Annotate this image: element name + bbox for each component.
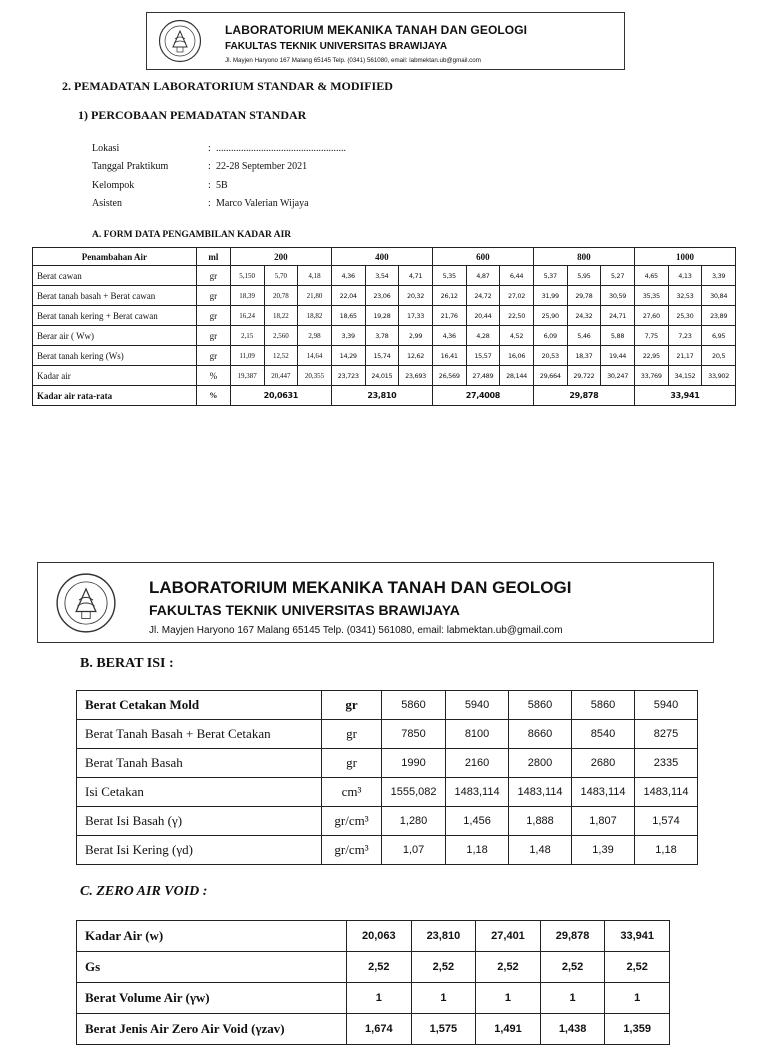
lab-title: LABORATORIUM MEKANIKA TANAH DAN GEOLOGI: [225, 23, 528, 37]
row-unit: gr: [322, 691, 382, 720]
table-cell: 5,27: [601, 266, 635, 286]
table-cell: 18,37: [567, 346, 601, 366]
table-cell: 12,52: [264, 346, 298, 366]
table-cell: 5,88: [601, 326, 635, 346]
row-label: Kadar air rata-rata: [33, 386, 197, 406]
table-cell: 7,23: [668, 326, 702, 346]
table-cell: 8540: [572, 720, 635, 749]
row-unit: gr: [322, 749, 382, 778]
table-cell: 32,53: [668, 286, 702, 306]
row-label: Berat Tanah Basah: [77, 749, 322, 778]
table-cell: 24,015: [365, 366, 399, 386]
table-cell: 23,810: [411, 921, 476, 952]
table-cell: 1,888: [509, 807, 572, 836]
info-row-kelompok: [92, 176, 346, 195]
table-cell: 33,941: [634, 386, 735, 406]
average-row: [33, 386, 736, 406]
table-header-row: [33, 248, 736, 266]
table-cell: 22,50: [500, 306, 534, 326]
table-cell: 1990: [382, 749, 446, 778]
table-cell: 33,769: [634, 366, 668, 386]
table-cell: 5,37: [533, 266, 567, 286]
table-cell: 2,52: [411, 952, 476, 983]
subsection-title: 1) PERCOBAAN PEMADATAN STANDAR: [78, 108, 307, 122]
letterhead-large: [37, 562, 714, 643]
table-cell: 5,46: [567, 326, 601, 346]
table-cell: 2,52: [605, 952, 670, 983]
table-cell: 5860: [572, 691, 635, 720]
table-cell: 20,447: [264, 366, 298, 386]
table-cell: 1: [347, 983, 412, 1014]
table-cell: 4,13: [668, 266, 702, 286]
table-row: [33, 326, 736, 346]
table-row: [33, 266, 736, 286]
table-cell: 4,71: [399, 266, 433, 286]
table-row: [33, 366, 736, 386]
table-cell: 3,78: [365, 326, 399, 346]
table-cell: 27,401: [476, 921, 541, 952]
moisture-content-table: [32, 247, 736, 406]
table-cell: 7850: [382, 720, 446, 749]
table-cell: 18,82: [298, 306, 332, 326]
table-cell: 29,78: [567, 286, 601, 306]
column-header: 600: [432, 248, 533, 266]
row-label: Berat Isi Basah (γ): [77, 807, 322, 836]
table-cell: 1,18: [634, 836, 697, 865]
table-cell: 12,62: [399, 346, 433, 366]
table-cell: 8275: [634, 720, 697, 749]
table-row: [77, 952, 670, 983]
table-cell: 16,24: [230, 306, 264, 326]
row-unit: gr: [196, 266, 230, 286]
table-cell: 1,18: [446, 836, 509, 865]
section-b-title: B. BERAT ISI :: [80, 656, 174, 671]
table-cell: 29,722: [567, 366, 601, 386]
row-label: Berat Jenis Air Zero Air Void (γzav): [77, 1014, 347, 1045]
table-cell: 1,491: [476, 1014, 541, 1045]
table-cell: 1,575: [411, 1014, 476, 1045]
row-label: Berar air ( Ww): [33, 326, 197, 346]
table-cell: 27,02: [500, 286, 534, 306]
table-cell: 2,99: [399, 326, 433, 346]
table-cell: 29,664: [533, 366, 567, 386]
table-cell: 4,87: [466, 266, 500, 286]
table-cell: 27,4008: [432, 386, 533, 406]
table-cell: 2,15: [230, 326, 264, 346]
lab-title: LABORATORIUM MEKANIKA TANAH DAN GEOLOGI: [149, 578, 572, 597]
table-cell: 17,33: [399, 306, 433, 326]
table-cell: 5,70: [264, 266, 298, 286]
table-cell: 1,674: [347, 1014, 412, 1045]
table-row: [77, 1014, 670, 1045]
table-row: [33, 306, 736, 326]
info-row-asisten: [92, 195, 346, 214]
table-cell: 19,44: [601, 346, 635, 366]
row-label: Berat Volume Air (γw): [77, 983, 347, 1014]
row-unit: gr: [322, 720, 382, 749]
row-unit: gr: [196, 306, 230, 326]
table-cell: 21,76: [432, 306, 466, 326]
table-cell: 29,878: [533, 386, 634, 406]
table-cell: 2800: [509, 749, 572, 778]
row-unit: gr: [196, 286, 230, 306]
university-seal-icon: [55, 572, 117, 634]
info-separator: :: [208, 179, 211, 191]
table-cell: 18,39: [230, 286, 264, 306]
table-cell: 1,807: [572, 807, 635, 836]
table-cell: 20,78: [264, 286, 298, 306]
row-label: Kadar Air (w): [77, 921, 347, 952]
table-cell: 5,150: [230, 266, 264, 286]
row-label: Berat tanah kering (Ws): [33, 346, 197, 366]
table-cell: 1,48: [509, 836, 572, 865]
table-row: [33, 346, 736, 366]
row-unit: gr: [196, 346, 230, 366]
info-row-tanggal: [92, 158, 346, 177]
table-cell: 2335: [634, 749, 697, 778]
table-cell: 1,438: [540, 1014, 605, 1045]
table-cell: 3,39: [331, 326, 365, 346]
table-row: [77, 720, 698, 749]
table-cell: 7,75: [634, 326, 668, 346]
table-cell: 23,89: [702, 306, 736, 326]
table-cell: 2680: [572, 749, 635, 778]
table-row: [33, 286, 736, 306]
table-cell: 22,04: [331, 286, 365, 306]
unit-weight-table: [76, 690, 698, 865]
table-cell: 24,32: [567, 306, 601, 326]
table-cell: 1555,082: [382, 778, 446, 807]
table-cell: 24,71: [601, 306, 635, 326]
row-unit: gr: [196, 326, 230, 346]
row-label: Berat Cetakan Mold: [77, 691, 322, 720]
table-cell: 16,06: [500, 346, 534, 366]
table-cell: 4,28: [466, 326, 500, 346]
column-header: Penambahan Air: [33, 248, 197, 266]
table-cell: 1483,114: [634, 778, 697, 807]
table-cell: 1483,114: [572, 778, 635, 807]
table-cell: 4,52: [500, 326, 534, 346]
row-label: Berat Isi Kering (γd): [77, 836, 322, 865]
table-cell: 15,57: [466, 346, 500, 366]
table-cell: 8100: [446, 720, 509, 749]
table-cell: 1,39: [572, 836, 635, 865]
table-cell: 35,35: [634, 286, 668, 306]
info-label: Asisten: [92, 198, 122, 210]
info-separator: :: [208, 142, 211, 154]
table-cell: 6,44: [500, 266, 534, 286]
table-cell: 14,64: [298, 346, 332, 366]
table-cell: 1483,114: [509, 778, 572, 807]
table-cell: 2,52: [540, 952, 605, 983]
table-cell: 4,65: [634, 266, 668, 286]
table-cell: 1: [540, 983, 605, 1014]
row-label: Berat cawan: [33, 266, 197, 286]
table-cell: 26,12: [432, 286, 466, 306]
table-cell: 16,41: [432, 346, 466, 366]
table-cell: 19,28: [365, 306, 399, 326]
table-cell: 1: [476, 983, 541, 1014]
table-cell: 4,36: [432, 326, 466, 346]
table-cell: 25,90: [533, 306, 567, 326]
table-cell: 1,359: [605, 1014, 670, 1045]
table-cell: 18,22: [264, 306, 298, 326]
table-cell: 8660: [509, 720, 572, 749]
info-value: 22-28 September 2021: [216, 161, 308, 173]
table-cell: 27,60: [634, 306, 668, 326]
lab-address: Jl. Mayjen Haryono 167 Malang 65145 Telp. (0341) 561080, email: labmektan.ub@gmail.com: [149, 625, 563, 636]
table-cell: 4,18: [298, 266, 332, 286]
table-cell: 31,99: [533, 286, 567, 306]
table-cell: 22,95: [634, 346, 668, 366]
row-label: Berat tanah basah + Berat cawan: [33, 286, 197, 306]
info-value: ....................................................: [216, 142, 346, 154]
table-cell: 2,560: [264, 326, 298, 346]
table-cell: 1,280: [382, 807, 446, 836]
table-row: [77, 921, 670, 952]
university-seal-icon: [158, 19, 202, 63]
table-cell: 26,569: [432, 366, 466, 386]
faculty-name: FAKULTAS TEKNIK UNIVERSITAS BRAWIJAYA: [149, 602, 460, 618]
section-title: 2. PEMADATAN LABORATORIUM STANDAR & MODIFIED: [62, 79, 393, 93]
row-unit: gr/cm³: [322, 807, 382, 836]
table-cell: 2,52: [347, 952, 412, 983]
table-cell: 1,07: [382, 836, 446, 865]
row-label: Isi Cetakan: [77, 778, 322, 807]
table-cell: 20,5: [702, 346, 736, 366]
letterhead-small: [146, 12, 625, 70]
table-cell: 1: [411, 983, 476, 1014]
table-cell: 24,72: [466, 286, 500, 306]
table-cell: 2160: [446, 749, 509, 778]
table-cell: 29,878: [540, 921, 605, 952]
info-separator: :: [208, 198, 211, 210]
info-list: [92, 139, 346, 213]
row-unit: cm³: [322, 778, 382, 807]
table-cell: 23,06: [365, 286, 399, 306]
table-cell: 6,95: [702, 326, 736, 346]
table-row: [77, 807, 698, 836]
table-cell: 1,574: [634, 807, 697, 836]
table-cell: 20,063: [347, 921, 412, 952]
table-row: [77, 691, 698, 720]
table-cell: 33,902: [702, 366, 736, 386]
info-label: Kelompok: [92, 179, 135, 191]
info-row-lokasi: [92, 139, 346, 158]
table-cell: 14,29: [331, 346, 365, 366]
info-label: Tanggal Praktikum: [92, 161, 169, 173]
table-cell: 5940: [446, 691, 509, 720]
info-separator: :: [208, 161, 211, 173]
lab-address: Jl. Mayjen Haryono 167 Malang 65145 Telp. (0341) 561080, email: labmektan.ub@gmail.com: [225, 57, 481, 64]
table-cell: 21,80: [298, 286, 332, 306]
table-cell: 30,247: [601, 366, 635, 386]
table-cell: 18,65: [331, 306, 365, 326]
table-cell: 1: [605, 983, 670, 1014]
table-cell: 27,489: [466, 366, 500, 386]
form-a-title: A. FORM DATA PENGAMBILAN KADAR AIR: [92, 230, 292, 240]
column-header: 1000: [634, 248, 735, 266]
table-cell: 5,95: [567, 266, 601, 286]
table-row: [77, 836, 698, 865]
table-cell: 23,723: [331, 366, 365, 386]
table-cell: 20,355: [298, 366, 332, 386]
table-cell: 1,456: [446, 807, 509, 836]
row-label: Kadar air: [33, 366, 197, 386]
info-value: Marco Valerian Wijaya: [216, 198, 309, 210]
column-header: 800: [533, 248, 634, 266]
row-label: Gs: [77, 952, 347, 983]
table-cell: 23,693: [399, 366, 433, 386]
table-row: [77, 749, 698, 778]
table-cell: 20,0631: [230, 386, 331, 406]
table-row: [77, 983, 670, 1014]
row-unit: %: [196, 386, 230, 406]
table-cell: 6,09: [533, 326, 567, 346]
row-label: Berat Tanah Basah + Berat Cetakan: [77, 720, 322, 749]
section-c-title: C. ZERO AIR VOID :: [80, 884, 208, 899]
table-cell: 5940: [634, 691, 697, 720]
column-header: 400: [331, 248, 432, 266]
table-cell: 34,152: [668, 366, 702, 386]
table-cell: 11,09: [230, 346, 264, 366]
table-cell: 20,32: [399, 286, 433, 306]
table-cell: 3,39: [702, 266, 736, 286]
table-cell: 25,30: [668, 306, 702, 326]
column-header: ml: [196, 248, 230, 266]
table-cell: 5860: [382, 691, 446, 720]
table-cell: 5860: [509, 691, 572, 720]
table-cell: 15,74: [365, 346, 399, 366]
table-cell: 2,98: [298, 326, 332, 346]
row-unit: gr/cm³: [322, 836, 382, 865]
table-cell: 20,44: [466, 306, 500, 326]
row-unit: %: [196, 366, 230, 386]
table-cell: 21,17: [668, 346, 702, 366]
table-cell: 2,52: [476, 952, 541, 983]
table-cell: 4,36: [331, 266, 365, 286]
column-header: 200: [230, 248, 331, 266]
table-cell: 30,59: [601, 286, 635, 306]
row-label: Berat tanah kering + Berat cawan: [33, 306, 197, 326]
faculty-name: FAKULTAS TEKNIK UNIVERSITAS BRAWIJAYA: [225, 41, 448, 52]
table-cell: 19,387: [230, 366, 264, 386]
info-value: 5B: [216, 179, 228, 191]
table-cell: 33,941: [605, 921, 670, 952]
table-cell: 28,144: [500, 366, 534, 386]
table-row: [77, 778, 698, 807]
table-cell: 5,35: [432, 266, 466, 286]
table-cell: 23,810: [331, 386, 432, 406]
table-cell: 1483,114: [446, 778, 509, 807]
info-label: Lokasi: [92, 142, 120, 154]
table-cell: 30,84: [702, 286, 736, 306]
zero-air-void-table: [76, 920, 670, 1045]
table-cell: 20,53: [533, 346, 567, 366]
table-cell: 3,54: [365, 266, 399, 286]
